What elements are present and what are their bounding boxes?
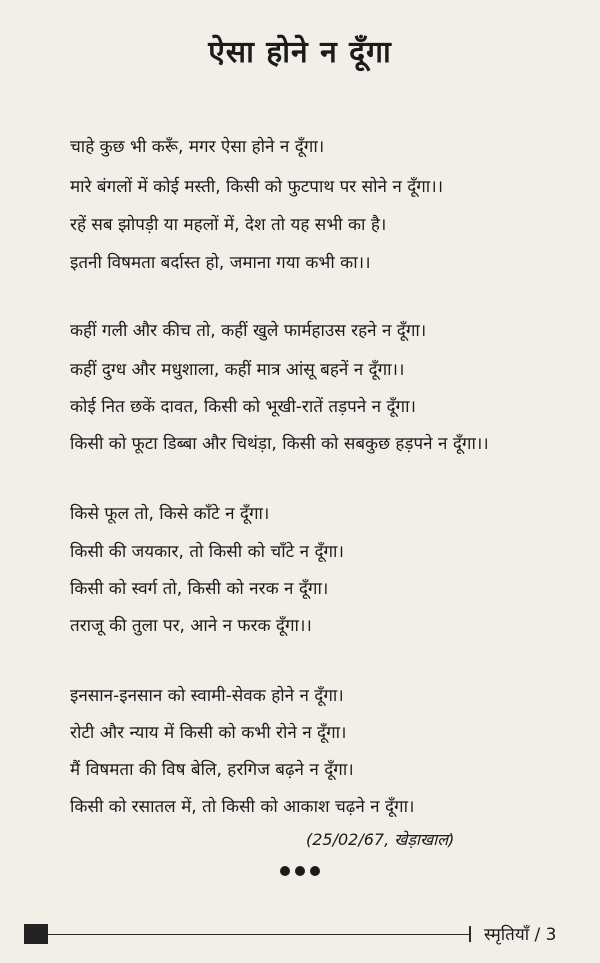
poem-line: मैं विषमता की विष बेलि, हरगिज बढ़ने न दूँगा।: [70, 760, 354, 780]
poem-line: चाहे कुछ भी करूँ, मगर ऐसा होने न दूँगा।: [70, 137, 325, 157]
poem-line: किसी की जयकार, तो किसी को चाँटे न दूँगा।: [70, 542, 344, 562]
footer-block-ornament: [24, 924, 48, 944]
ornament-dot: [310, 866, 320, 876]
poem-line: इतनी विषमता बर्दास्त हो, जमाना गया कभी का।।: [70, 253, 371, 273]
poem-line: कोई नित छकें दावत, किसी को भूखी-रातें तड़पने न दूँगा।: [70, 397, 416, 417]
footer-page-label: स्मृतियाँ / 3: [484, 925, 557, 945]
ornament-dot: [280, 866, 290, 876]
poem-line: मारे बंगलों में कोई मस्ती, किसी को फुटपाथ पर सोने न दूँगा।।: [70, 177, 444, 197]
poem-line: तराजू की तुला पर, आने न फरक दूँगा।।: [70, 616, 312, 636]
poem-line: कहीं गली और कीच तो, कहीं खुले फार्महाउस रहने न दूँगा।: [70, 321, 427, 341]
poem-line: किसी को रसातल में, तो किसी को आकाश चढ़ने न दूँगा।: [70, 797, 415, 817]
ornament-dot: [295, 866, 305, 876]
poem-line: रहें सब झोपड़ी या महलों में, देश तो यह सभी का है।: [70, 215, 387, 235]
poem-line: इनसान-इनसान को स्वामी-सेवक होने न दूँगा।: [70, 686, 344, 706]
poem-line: कहीं दुग्ध और मधुशाला, कहीं मात्र आंसू बहनें न दूँगा।।: [70, 360, 405, 380]
poem-line: रोटी और न्याय में किसी को कभी रोने न दूँगा।: [70, 723, 347, 743]
poem-title: ऐसा होने न दूँगा: [208, 35, 392, 70]
section-ornament: [280, 866, 320, 876]
poem-line: किसी को फूटा डिब्बा और चिथंड़ा, किसी को सबकुछ हड़पने न दूँगा।।: [70, 434, 489, 454]
poem-line: किसी को स्वर्ग तो, किसी को नरक न दूँगा।: [70, 579, 329, 599]
footer-rule: [48, 934, 470, 935]
poem-line: किसे फूल तो, किसे काँटे न दूँगा।: [70, 504, 270, 524]
footer-rule-end: [469, 926, 471, 942]
date-place: (25/02/67, खेड़ाखाल): [306, 830, 455, 849]
